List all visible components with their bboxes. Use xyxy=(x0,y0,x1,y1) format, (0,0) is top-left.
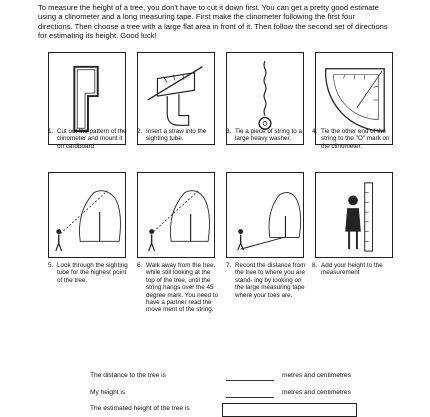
estimate-box[interactable] xyxy=(222,403,357,417)
step-3-caption: 3. Tie a piece of string to a large heavy washer. xyxy=(226,128,302,143)
distance-blank[interactable] xyxy=(226,380,274,381)
height-blank[interactable] xyxy=(226,397,274,398)
intro-paragraph: To measure the height of a tree, you don't have to cut it down first. You can get a pretty good estimate using a clinometer and a long measuring tape. First make the clinometer following the first four directions. Then choose a tree with a large flat area in front of it. Then follow the second set of directions for estimating its height. Good luck! xyxy=(38,3,388,40)
height-label: My height is xyxy=(90,389,126,396)
add-height-illustration xyxy=(316,173,392,257)
step-8-caption: 8. Add your height to the measurement xyxy=(312,262,383,277)
step-2-caption: 2. Insert a straw into the sighting tube. xyxy=(137,128,207,143)
estimate-label: The estimated height of the tree is xyxy=(90,405,190,412)
walk-away-illustration xyxy=(138,173,214,257)
distance-label: The distance to the tree is xyxy=(90,372,166,379)
panel-add-height xyxy=(315,172,393,258)
measure-distance-illustration xyxy=(227,173,303,257)
step-1-caption: 1. Cut out the pattern of the clinometer and mount it on cardboard xyxy=(48,128,127,150)
distance-units: metres and centimetres xyxy=(282,372,351,379)
panel-walk-away xyxy=(137,172,215,258)
step-5-caption: 5. Look through the sighting tube for the highest point of the tree. xyxy=(48,262,128,284)
step-7-caption: 7. Record the distance from the tree to where you are stand- ing by looking on the large measuring tape where your toes are. xyxy=(226,262,306,299)
height-units: metres and centimetres xyxy=(282,389,351,396)
sighting-illustration xyxy=(49,173,125,257)
panel-sighting xyxy=(48,172,126,258)
step-4-caption: 4. Tie the other end of the string to the "O" mark on the clinometer. xyxy=(312,128,390,150)
panel-measure-distance xyxy=(226,172,304,258)
step-6-caption: 6. Walk away from the tree, while still looking at the top of the tree, until the string hangs over the 45 degree mark. You need to have a partner read the move ment of the string. xyxy=(137,262,219,314)
